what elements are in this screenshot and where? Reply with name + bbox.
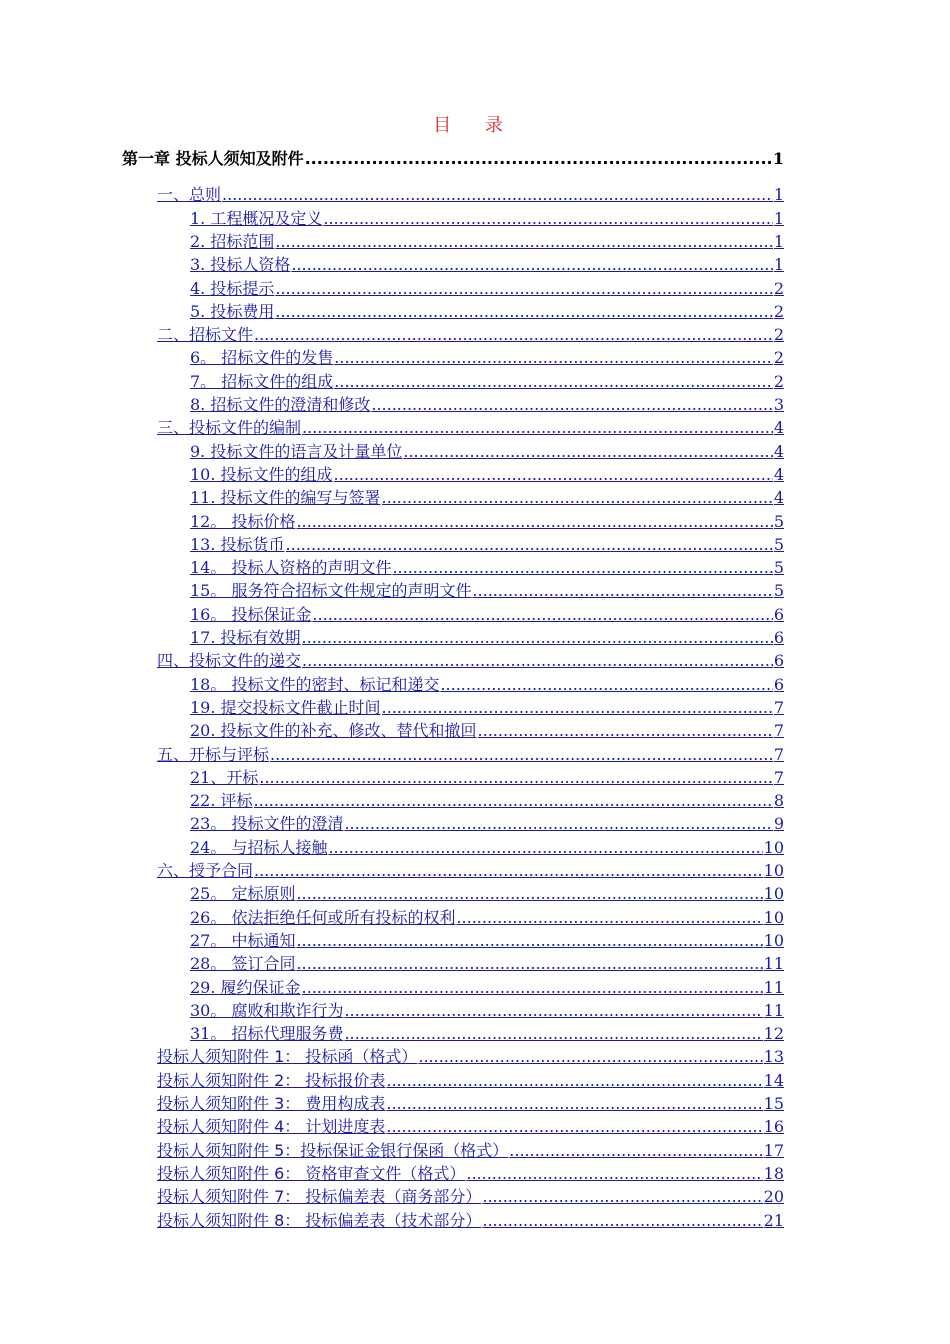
- toc-item-link[interactable]: [190, 999, 784, 1021]
- toc-item-link[interactable]: [190, 929, 784, 951]
- toc-entry-label: 18。 投标文件的密封、标记和递交: [190, 674, 440, 694]
- toc-entry-label: 17. 投标有效期: [190, 628, 301, 647]
- toc-item-link[interactable]: [190, 510, 784, 532]
- toc-page-number: 2: [773, 371, 784, 391]
- toc-item-link[interactable]: [190, 393, 784, 415]
- toc-page-number: 11: [763, 977, 784, 997]
- toc-entry-label: 21、开标: [190, 767, 259, 787]
- toc-entry-label: 四、投标文件的递交: [157, 651, 302, 671]
- toc-item-link[interactable]: [190, 486, 784, 508]
- toc-entry-label: 投标人须知附件 1： 投标函（格式）: [157, 1047, 418, 1067]
- toc-page-number: 2: [773, 348, 784, 368]
- toc-entry-label: 投标人须知附件 2： 投标报价表: [157, 1070, 386, 1090]
- toc-item-link[interactable]: [190, 1022, 784, 1044]
- toc-dot-leader: [403, 442, 772, 462]
- toc-entry-label: 22. 评标: [190, 791, 253, 811]
- toc-annex-link[interactable]: [157, 1139, 784, 1161]
- toc-item-link[interactable]: [190, 719, 784, 741]
- toc-entry-label: 13. 投标货币: [190, 534, 285, 554]
- toc-page-number: 6: [773, 604, 784, 624]
- toc-annex-link[interactable]: [157, 1045, 784, 1067]
- toc-item-link[interactable]: [190, 253, 784, 275]
- toc-page-number: 10: [763, 837, 784, 857]
- toc-entry-label: 第一章 投标人须知及附件: [122, 149, 304, 168]
- toc-annex-link[interactable]: [157, 1185, 784, 1207]
- toc-entry-label: 6。 招标文件的发售: [190, 348, 334, 368]
- toc-entry-label: 8. 招标文件的澄清和修改: [190, 395, 371, 414]
- toc-page-number: 14: [763, 1070, 784, 1090]
- toc-entry-label: 六、授予合同: [157, 861, 254, 880]
- toc-page-number: 5: [773, 558, 784, 578]
- toc-item-link[interactable]: [190, 207, 784, 229]
- toc-dot-leader: [482, 1211, 762, 1231]
- toc-page-number: 10: [763, 930, 784, 950]
- toc-page-number: 5: [773, 511, 784, 531]
- toc-item-link[interactable]: [190, 440, 784, 462]
- toc-page-number: 10: [763, 884, 784, 904]
- toc-dot-leader: [302, 978, 763, 998]
- toc-item-link[interactable]: [190, 579, 784, 601]
- toc-item-link[interactable]: [190, 836, 784, 858]
- toc-entry-label: 9. 投标文件的语言及计量单位: [190, 441, 403, 461]
- toc-dot-leader: [259, 768, 772, 788]
- toc-item-link[interactable]: [190, 976, 784, 998]
- toc-entry-label: 16。 投标保证金: [190, 604, 312, 624]
- toc-entry-label: 20. 投标文件的补充、修改、替代和撤回: [190, 721, 477, 741]
- toc-dot-leader: [312, 605, 772, 625]
- toc-dot-leader: [382, 698, 773, 718]
- toc-dot-leader: [482, 1187, 762, 1207]
- toc-annex-link[interactable]: [157, 1162, 784, 1184]
- toc-page-number: 6: [773, 674, 784, 694]
- toc-entry-label: 12。 投标价格: [190, 511, 296, 531]
- toc-dot-leader: [323, 209, 772, 229]
- toc-entry-label: 2. 招标范围: [190, 231, 275, 251]
- toc-item-link[interactable]: [190, 603, 784, 625]
- toc-page-number: 8: [773, 791, 784, 811]
- toc-page-number: 1: [773, 208, 784, 228]
- toc-page-number: 1: [773, 231, 784, 251]
- toc-page-number: 21: [763, 1210, 784, 1230]
- toc-dot-leader: [296, 884, 762, 904]
- toc-item-link[interactable]: [190, 766, 784, 788]
- toc-item-link[interactable]: [190, 300, 784, 322]
- toc-dot-leader: [222, 185, 773, 205]
- toc-page-number: 10: [763, 861, 784, 880]
- toc-page-number: 7: [773, 697, 784, 717]
- toc-dot-leader: [440, 675, 772, 695]
- toc-page-number: 2: [773, 325, 784, 345]
- toc-dot-leader: [275, 279, 772, 299]
- toc-entry-label: 11. 投标文件的编写与签署: [190, 488, 381, 508]
- toc-dot-leader: [302, 628, 773, 648]
- toc-dot-leader: [386, 1094, 762, 1114]
- toc-item-link[interactable]: [190, 230, 784, 252]
- toc-dot-leader: [344, 814, 772, 834]
- toc-page-number: 12: [763, 1024, 784, 1044]
- toc-dot-leader: [334, 372, 773, 392]
- toc-item-link[interactable]: [190, 812, 784, 834]
- toc-page-number: 17: [763, 1140, 784, 1160]
- toc-dot-leader: [286, 535, 773, 555]
- toc-dot-leader: [472, 581, 772, 601]
- toc-entry-label: 投标人须知附件 4： 计划进度表: [157, 1117, 386, 1137]
- toc-dot-leader: [302, 418, 773, 438]
- toc-entry-label: 15。 服务符合招标文件规定的声明文件: [190, 581, 472, 601]
- toc-entry-label: 五、开标与评标: [157, 744, 270, 764]
- toc-entry-label: 3. 投标人资格: [190, 255, 291, 275]
- toc-page-number: 3: [773, 395, 784, 414]
- toc-section-link[interactable]: [157, 649, 784, 671]
- toc-item-link[interactable]: [190, 626, 784, 648]
- toc-page-number: 11: [763, 1000, 784, 1020]
- toc-page-number: 20: [763, 1187, 784, 1207]
- toc-dot-leader: [418, 1047, 762, 1067]
- toc-annex-link[interactable]: [157, 1209, 784, 1231]
- toc-dot-leader: [254, 861, 763, 881]
- toc-entry-label: 29. 履约保证金: [190, 977, 301, 997]
- toc-entry-label: 26。 依法拒绝任何或所有投标的权利: [190, 907, 456, 927]
- toc-entry-label: 投标人须知附件 7： 投标偏差表（商务部分）: [157, 1187, 482, 1207]
- toc-item-link[interactable]: [190, 533, 784, 555]
- toc-entry-label: 24。 与招标人接触: [190, 837, 328, 857]
- toc-entry-label: 投标人须知附件 3： 费用构成表: [157, 1094, 386, 1113]
- toc-entry-label: 14。 投标人资格的声明文件: [190, 558, 392, 578]
- toc-dot-leader: [478, 721, 773, 741]
- toc-page-number: 2: [773, 301, 784, 321]
- toc-entry-label: 一、总则: [157, 185, 222, 205]
- toc-page-number: 16: [763, 1117, 784, 1137]
- toc-dot-leader: [509, 1141, 762, 1161]
- toc-entry-label: 投标人须知附件 8： 投标偏差表（技术部分）: [157, 1210, 482, 1230]
- toc-item-link[interactable]: [190, 673, 784, 695]
- toc-item-link[interactable]: [190, 952, 784, 974]
- toc-page-number: 4: [773, 464, 784, 484]
- toc-dot-leader: [344, 1001, 762, 1021]
- toc-entry-label: 28。 签订合同: [190, 954, 296, 974]
- toc-dot-leader: [382, 488, 773, 508]
- toc-title: 目 录: [433, 115, 517, 136]
- toc-page-number: 11: [763, 954, 784, 974]
- toc-dot-leader: [275, 232, 772, 252]
- toc-dot-leader: [275, 302, 772, 322]
- toc-dot-leader: [386, 1117, 762, 1137]
- toc-section-link[interactable]: [157, 183, 784, 205]
- toc-annex-link[interactable]: [157, 1115, 784, 1137]
- toc-item-link[interactable]: [190, 882, 784, 904]
- toc-section-link[interactable]: [157, 323, 784, 345]
- toc-section-link[interactable]: [157, 859, 784, 881]
- toc-page-number: 1: [773, 255, 784, 275]
- toc-item-link[interactable]: [190, 463, 784, 485]
- toc-dot-leader: [296, 954, 762, 974]
- toc-dot-leader: [334, 465, 773, 485]
- toc-page-number: 2: [773, 278, 784, 298]
- toc-page-number: 1: [772, 149, 784, 168]
- toc-page-number: 4: [773, 418, 784, 438]
- toc-entry-label: 23。 投标文件的澄清: [190, 814, 344, 834]
- toc-dot-leader: [371, 395, 772, 415]
- toc-dot-leader: [392, 558, 772, 578]
- toc-dot-leader: [291, 255, 772, 275]
- toc-page-number: 7: [773, 744, 784, 764]
- toc-page-number: 1: [773, 185, 784, 205]
- toc-item-link[interactable]: [190, 277, 784, 299]
- toc-item-link[interactable]: [190, 556, 784, 578]
- toc-dot-leader: [328, 838, 762, 858]
- toc-entry-label: 投标人须知附件 6： 资格审查文件（格式）: [157, 1163, 466, 1183]
- toc-entry-label: 投标人须知附件 5：投标保证金银行保函（格式）: [157, 1140, 509, 1160]
- toc-entry-label: 三、投标文件的编制: [157, 418, 302, 438]
- toc-page-number: 9: [773, 814, 784, 834]
- toc-entry-label: 5. 投标费用: [190, 301, 275, 321]
- toc-entry-label: 二、招标文件: [157, 325, 254, 345]
- toc-item-link[interactable]: [190, 346, 784, 368]
- toc-dot-leader: [305, 149, 772, 169]
- toc-page-number: 13: [763, 1047, 784, 1067]
- toc-page-number: 6: [773, 628, 784, 647]
- toc-dot-leader: [466, 1164, 762, 1184]
- toc-entry-label: 19. 提交投标文件截止时间: [190, 697, 381, 717]
- toc-annex-link[interactable]: [157, 1069, 784, 1091]
- toc-entry-label: 25。 定标原则: [190, 884, 296, 904]
- toc-dot-leader: [296, 931, 762, 951]
- toc-item-link[interactable]: [190, 370, 784, 392]
- toc-dot-leader: [386, 1071, 762, 1091]
- toc-section-link[interactable]: [157, 416, 784, 438]
- toc-entry-label: 4. 投标提示: [190, 278, 275, 298]
- toc-dot-leader: [296, 512, 772, 532]
- toc-dot-leader: [344, 1024, 762, 1044]
- toc-page-number: 4: [773, 441, 784, 461]
- toc-entry-label: 27。 中标通知: [190, 930, 296, 950]
- toc-dot-leader: [254, 325, 773, 345]
- toc-entry-label: 1. 工程概况及定义: [190, 208, 323, 228]
- toc-entry-label: 31。 招标代理服务费: [190, 1024, 344, 1044]
- toc-page-number: 6: [773, 651, 784, 671]
- toc-page-number: 5: [773, 534, 784, 554]
- toc-dot-leader: [456, 908, 762, 928]
- toc-item-link[interactable]: [190, 696, 784, 718]
- toc-dot-leader: [302, 651, 773, 671]
- toc-chapter-entry: [122, 147, 784, 169]
- toc-item-link[interactable]: [190, 789, 784, 811]
- toc-annex-link[interactable]: [157, 1092, 784, 1114]
- toc-page-number: 5: [773, 581, 784, 601]
- toc-entry-label: 7。 招标文件的组成: [190, 371, 334, 391]
- toc-dot-leader: [254, 791, 773, 811]
- toc-dot-leader: [334, 348, 773, 368]
- toc-page-number: 7: [773, 767, 784, 787]
- toc-entry-label: 30。 腐败和欺诈行为: [190, 1000, 344, 1020]
- toc-page-number: 15: [763, 1094, 784, 1113]
- toc-page-number: 10: [763, 907, 784, 927]
- toc-page-number: 4: [773, 488, 784, 508]
- toc-page-number: 18: [763, 1163, 784, 1183]
- toc-item-link[interactable]: [190, 906, 784, 928]
- toc-entry-label: 10. 投标文件的组成: [190, 464, 333, 484]
- toc-dot-leader: [270, 745, 773, 765]
- toc-section-link[interactable]: [157, 743, 784, 765]
- toc-page-number: 7: [773, 721, 784, 741]
